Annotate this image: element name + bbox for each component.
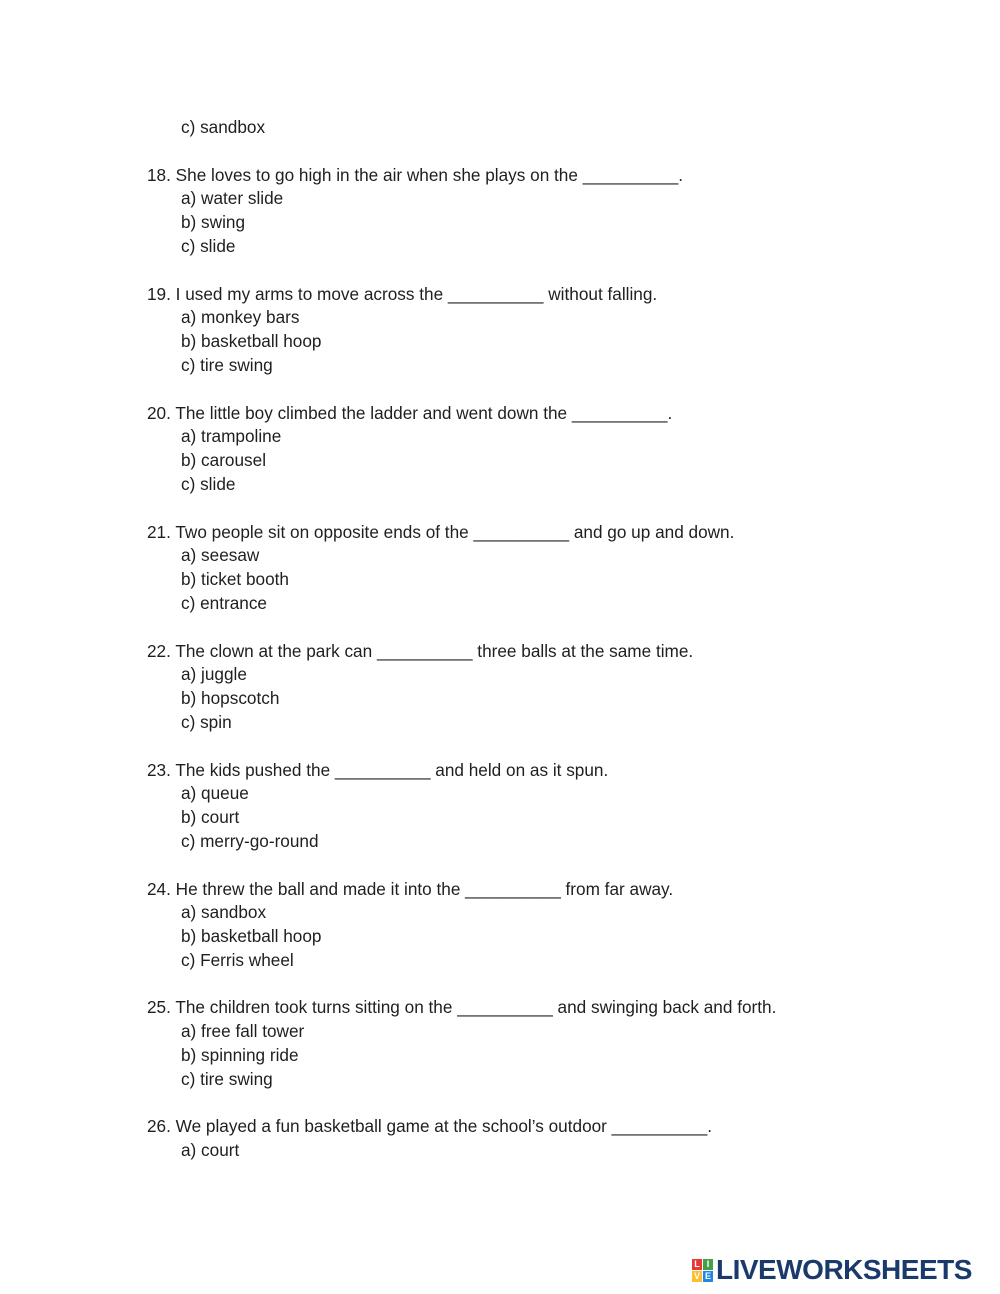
- question-23: [147, 759, 967, 854]
- badge-letter: V: [693, 1270, 700, 1281]
- option-a[interactable]: a) seesaw: [181, 545, 260, 566]
- option-b[interactable]: b) hopscotch: [181, 688, 280, 709]
- option-c[interactable]: c) slide: [181, 473, 236, 494]
- logo-wordmark: LIVEWORKSHEETS: [716, 1254, 972, 1285]
- option-a[interactable]: a) court: [181, 1140, 240, 1161]
- option-c[interactable]: c) merry-go-round: [181, 830, 319, 851]
- badge-letter: I: [703, 1259, 713, 1270]
- option-a[interactable]: a) trampoline: [181, 426, 282, 447]
- question-25: [147, 996, 967, 1091]
- option-a[interactable]: a) sandbox: [181, 902, 267, 923]
- question-list: [147, 116, 967, 1163]
- question-22: [147, 640, 967, 735]
- question-prompt: 26. We played a fun basketball game at the school’s outdoor __________.: [147, 1116, 713, 1137]
- option-b[interactable]: b) basketball hoop: [181, 331, 322, 352]
- option-a[interactable]: a) juggle: [181, 664, 247, 685]
- option-c[interactable]: c) spin: [181, 711, 232, 732]
- question-prompt: 19. I used my arms to move across the __________ without falling.: [147, 283, 658, 304]
- question-26: [147, 1115, 967, 1163]
- option-b[interactable]: b) carousel: [181, 450, 267, 471]
- option-b[interactable]: b) basketball hoop: [181, 926, 322, 947]
- option-a[interactable]: a) water slide: [181, 188, 284, 209]
- question-20: [147, 402, 967, 497]
- question-prompt: 18. She loves to go high in the air when she plays on the __________.: [147, 164, 684, 185]
- liveworksheets-logo: [692, 1256, 972, 1284]
- option-c[interactable]: c) tire swing: [181, 1068, 273, 1089]
- option-c[interactable]: c) Ferris wheel: [181, 949, 294, 970]
- option-c[interactable]: c) slide: [181, 235, 236, 256]
- option-b[interactable]: b) court: [181, 807, 240, 828]
- question-21: [147, 521, 967, 616]
- question-prompt: 25. The children took turns sitting on the __________ and swinging back and forth.: [147, 997, 777, 1018]
- option-a[interactable]: a) monkey bars: [181, 307, 300, 328]
- option-a[interactable]: a) queue: [181, 783, 249, 804]
- question-prompt: 22. The clown at the park can __________ three balls at the same time.: [147, 640, 694, 661]
- badge-letter: L: [692, 1259, 702, 1270]
- live-badge-icon: [692, 1259, 713, 1282]
- question-prompt: 24. He threw the ball and made it into the __________ from far away.: [147, 878, 674, 899]
- question-prompt: 20. The little boy climbed the ladder and went down the __________.: [147, 402, 673, 423]
- option-b[interactable]: b) ticket booth: [181, 569, 289, 590]
- badge-letter: E: [704, 1270, 711, 1281]
- option-a[interactable]: a) free fall tower: [181, 1021, 305, 1042]
- question-prompt: 23. The kids pushed the __________ and held on as it spun.: [147, 759, 609, 780]
- option-b[interactable]: b) swing: [181, 212, 245, 233]
- question-prompt: 21. Two people sit on opposite ends of the __________ and go up and down.: [147, 521, 735, 542]
- question-18: [147, 164, 967, 259]
- option-b[interactable]: b) spinning ride: [181, 1045, 299, 1066]
- option-c[interactable]: c) tire swing: [181, 354, 273, 375]
- carryover-option[interactable]: c) sandbox: [181, 117, 266, 137]
- question-19: [147, 283, 967, 378]
- option-c[interactable]: c) entrance: [181, 592, 267, 613]
- question-24: [147, 878, 967, 973]
